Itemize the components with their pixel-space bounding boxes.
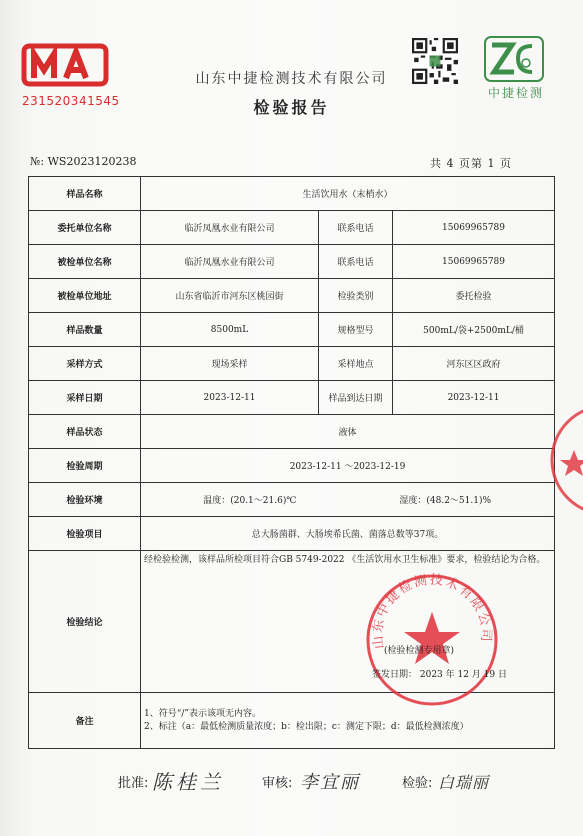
issue-date: 签发日期： 2023 年 12 月 19 日	[372, 670, 507, 680]
sampling-method-label: 采样方式	[29, 347, 141, 381]
table-row	[29, 313, 555, 347]
state-value: 液体	[141, 415, 555, 449]
table-row	[29, 381, 555, 415]
table-row	[29, 483, 555, 517]
qr-code-icon	[412, 38, 458, 84]
sampling-method-value: 现场采样	[141, 347, 319, 381]
humidity-value: 湿度：(48.2～51.1)%	[399, 496, 492, 506]
table-row	[29, 211, 555, 245]
sample-name-value: 生活饮用水（末梢水）	[141, 177, 555, 211]
category-label: 检验类别	[319, 279, 393, 313]
remark-line-2: 2、标注（a：最低检测质量浓度；b：检出限；c：测定下限；d：最低检测浓度）	[144, 721, 469, 732]
sampling-date-value: 2023-12-11	[141, 381, 319, 415]
client-phone-value: 15069965789	[393, 211, 555, 245]
quantity-value: 8500mL	[141, 313, 319, 347]
period-label: 检验周期	[29, 449, 141, 483]
inspected-value: 临沂凤凰水业有限公司	[141, 245, 319, 279]
client-value: 临沂凤凰水业有限公司	[141, 211, 319, 245]
client-label: 委托单位名称	[29, 211, 141, 245]
state-label: 样品状态	[29, 415, 141, 449]
remark-line-1: 1、符号“/”表示该项无内容。	[144, 708, 261, 719]
address-value: 山东省临沂市河东区桃园街	[141, 279, 319, 313]
spec-label: 规格型号	[319, 313, 393, 347]
report-number: №: WS2023120238	[30, 155, 137, 168]
review-label: 审核:	[262, 776, 293, 791]
zhongjie-logo-icon	[484, 36, 544, 82]
conclusion-text: 经检验检测，该样品所检项目符合GB 5749-2022 《生活饮用水卫生标准》要求，检验结论为合格。	[144, 555, 546, 565]
inspected-phone-label: 联系电话	[319, 245, 393, 279]
test-signature: 白瑞丽	[438, 773, 490, 792]
stamp-text: 山东中捷检测技术有限公司	[370, 572, 494, 650]
test-label: 检验:	[402, 776, 433, 791]
period-value: 2023-12-11 ～2023-12-19	[141, 449, 555, 483]
approve-signature: 陈桂兰	[152, 770, 224, 794]
arrival-date-label: 样品到达日期	[319, 381, 393, 415]
arrival-date-value: 2023-12-11	[393, 381, 555, 415]
side-stamp-icon	[548, 400, 583, 520]
address-label: 被检单位地址	[29, 279, 141, 313]
inspected-label: 被检单位名称	[29, 245, 141, 279]
env-value	[141, 483, 555, 517]
env-label: 检验环境	[29, 483, 141, 517]
table-row	[29, 517, 555, 551]
sampling-date-label: 采样日期	[29, 381, 141, 415]
cma-number: 231520341545	[22, 94, 120, 108]
table-row	[29, 449, 555, 483]
table-row	[29, 347, 555, 381]
conclusion-label: 检验结论	[29, 551, 141, 693]
table-row	[29, 177, 555, 211]
review-signature: 李宜丽	[300, 772, 360, 793]
company-name: 山东中捷检测技术有限公司	[195, 71, 388, 87]
table-row	[29, 415, 555, 449]
table-row	[29, 279, 555, 313]
stamp-note: (检验检测专用章)	[384, 646, 455, 656]
quantity-label: 样品数量	[29, 313, 141, 347]
report-title: 检验报告	[253, 98, 330, 117]
items-value: 总大肠菌群、大肠埃希氏菌、菌落总数等37项。	[141, 517, 555, 551]
inspected-phone-value: 15069965789	[393, 245, 555, 279]
client-phone-label: 联系电话	[319, 211, 393, 245]
category-value: 委托检验	[393, 279, 555, 313]
remark-label: 备注	[29, 693, 141, 749]
page-info: 共 4 页第 1 页	[430, 157, 512, 170]
official-stamp-icon	[362, 570, 502, 710]
spec-value: 500mL/袋+2500mL/桶	[393, 313, 555, 347]
sample-name-label: 样品名称	[29, 177, 141, 211]
temperature-value: 温度：(20.1～21.6)℃	[203, 496, 297, 506]
items-label: 检验项目	[29, 517, 141, 551]
table-row	[29, 245, 555, 279]
sampling-place-value: 河东区区政府	[393, 347, 555, 381]
approve-label: 批准:	[118, 776, 149, 791]
brand-text: 中捷检测	[487, 86, 544, 100]
sampling-place-label: 采样地点	[319, 347, 393, 381]
